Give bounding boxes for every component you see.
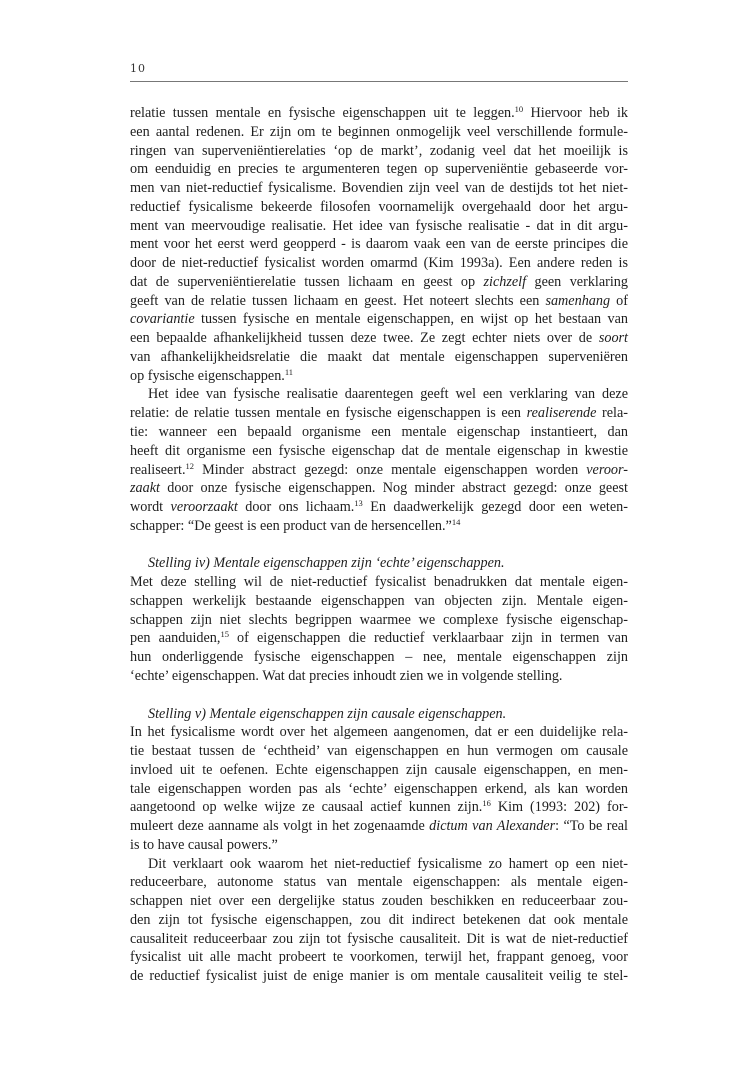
- text-run[interactable]: is to have causal powers.”: [130, 836, 278, 853]
- footnote-ref[interactable]: 12: [185, 460, 195, 471]
- text-line: [130, 761, 628, 780]
- footnote-ref[interactable]: 10: [514, 104, 524, 114]
- italic-text: dictum van Alexander: [429, 818, 556, 835]
- text-run[interactable]: tie: wanneer een bepaald organisme een mentale eigenschap instantieert, dan: [130, 424, 628, 441]
- footnote-ref[interactable]: 14: [451, 516, 461, 527]
- text-run[interactable]: door onze fysische eigenschappen. Nog minder abstract gezegd: onze geest: [159, 480, 628, 497]
- text-run[interactable]: tussen fysische en mentale eigenschappen, en wijst op het bestaan van: [194, 311, 628, 328]
- text-line: [130, 705, 628, 724]
- header-rule: [130, 81, 628, 82]
- text-run[interactable]: Het idee van fysische realisatie daarentegen geeft wel een verklaring van deze: [148, 386, 628, 403]
- text-run[interactable]: ‘echte’ eigenschappen. Wat dat precies inhoudt zien we in volgende stelling.: [130, 667, 563, 684]
- italic-text: soort: [598, 330, 628, 347]
- text-run[interactable]: Met deze stelling wil de niet-reductief fysicalist benadrukken dat mentale eigen-: [130, 574, 628, 591]
- text-run[interactable]: men van niet-reductief fysicalisme. Bovendien zijn veel van de destijds tot het niet-: [130, 180, 628, 197]
- text-run[interactable]: fysicalist uit alle macht probeert te voorkomen, terwijl het, frappant genoeg, voor: [130, 949, 628, 966]
- text-line: [130, 404, 628, 423]
- text-line: [130, 348, 628, 367]
- text-line: [130, 517, 628, 536]
- text-run[interactable]: En daadwerkelijk gezegd door een weten-: [362, 499, 628, 516]
- text-line: [130, 892, 628, 911]
- text-run[interactable]: Dit verklaart ook waarom het niet-reductief fysicalisme zo hamert op een niet-: [148, 855, 628, 872]
- text-run[interactable]: om eenduidig en precies te argumenteren tegen op superveniëntie gebaseerde vor-: [130, 161, 628, 178]
- text-run[interactable]: invloed uit te oefenen. Echte eigenschappen zijn causale eigenschappen, en men-: [130, 761, 628, 778]
- footnote-ref[interactable]: 15: [220, 629, 229, 640]
- body-text: [130, 104, 628, 986]
- text-run[interactable]: Hiervoor heb ik: [523, 105, 628, 121]
- italic-text: covariantie: [130, 311, 195, 328]
- text-run[interactable]: relatie tussen mentale en fysische eigenschappen uit te leggen.: [130, 105, 515, 121]
- italic-text: Stelling v) Mentale eigenschappen zijn causale eigenschappen.: [148, 705, 507, 722]
- text-run[interactable]: schappen niet over een dergelijke status zouden beschikken en reduceerbaar zou-: [130, 893, 628, 910]
- text-run[interactable]: schappen zijn niet slechts begrippen waarmee we complexe fysische eigenschap-: [130, 611, 628, 628]
- text-line: [130, 742, 628, 761]
- text-run[interactable]: tie bestaat tussen de ‘echtheid’ van eigenschappen en hun vermogen om causale: [130, 743, 628, 760]
- text-run[interactable]: muleert deze aanname als volgt in het zogenaamde: [130, 818, 430, 835]
- text-run[interactable]: schappen werkelijk bestaande eigenschappen van objecten zijn. Mentale eigen-: [130, 592, 628, 609]
- text-line: [130, 160, 628, 179]
- text-run[interactable]: ringen van superveniëntierelaties ‘op de markt’, zodanig veel dat het moeilijk is: [130, 142, 628, 159]
- text-line: [130, 123, 628, 142]
- text-run[interactable]: ment voor het eerst werd geopperd - is daarom vaak een van de eerste principes die: [130, 236, 628, 253]
- text-run[interactable]: rela-: [596, 405, 628, 422]
- text-line: [130, 911, 628, 930]
- text-line: [130, 292, 628, 311]
- text-run[interactable]: schapper: “De geest is een product van de hersencellen.”: [130, 517, 452, 534]
- text-line: [130, 198, 628, 217]
- text-run[interactable]: reduceerbare, autonome status van mentale eigenschappen: als mentale eigen-: [130, 874, 628, 891]
- text-line: [130, 836, 628, 855]
- text-line: [130, 179, 628, 198]
- text-run[interactable]: op fysische eigenschappen.: [130, 367, 285, 384]
- text-line: [130, 423, 628, 442]
- text-line: [130, 780, 628, 799]
- text-line: [130, 442, 628, 461]
- text-line: [130, 611, 628, 630]
- text-line: [130, 310, 628, 329]
- italic-text: samenhang: [545, 292, 611, 309]
- italic-text: Stelling iv) Mentale eigenschappen zijn ‘echte’ eigenschappen.: [148, 555, 505, 572]
- text-line: [130, 948, 628, 967]
- text-run[interactable]: een aantal redenen. Er zijn om te beginnen onmogelijk veel verschillende formule-: [130, 123, 628, 140]
- text-run[interactable]: causaliteit reduceerbaar zou zijn tot fysische causaliteit. Dit is wat de niet-reductief: [130, 930, 628, 947]
- text-line: [130, 629, 628, 648]
- text-run[interactable]: dat de superveniëntierelatie tussen lichaam en geest op: [130, 273, 484, 290]
- text-run[interactable]: door ons lichaam.: [237, 499, 355, 516]
- text-line: [130, 817, 628, 836]
- footnote-ref[interactable]: 16: [482, 798, 491, 809]
- text-run[interactable]: een bepaalde afhankelijkheid tussen deze twee. Ze zegt echter niets over de: [130, 330, 599, 347]
- text-run[interactable]: reductief fysicalisme bekeerde filosofen voornamelijk overgehaald door het argu-: [130, 198, 628, 215]
- text-run[interactable]: van afhankelijkheidsrelatie die maakt dat mentale eigenschappen superveniëren: [130, 348, 628, 365]
- text-line: [130, 592, 628, 611]
- footnote-ref[interactable]: 13: [354, 498, 363, 509]
- italic-text: veroor-: [586, 461, 628, 478]
- text-line: [130, 723, 628, 742]
- text-line: [130, 873, 628, 892]
- text-line: [130, 461, 628, 480]
- text-run[interactable]: of eigenschappen die reductief verklaarbaar zijn in termen van: [228, 630, 628, 647]
- italic-text: zaakt: [130, 480, 160, 497]
- text-line: [130, 235, 628, 254]
- text-line: [130, 367, 628, 386]
- text-run[interactable]: : “To be real: [555, 818, 628, 835]
- text-line: [130, 479, 628, 498]
- text-line: [130, 648, 628, 667]
- text-run[interactable]: de reductief fysicalist juist de enige manier is om mentale causaliteit veilig te stel-: [130, 968, 628, 985]
- blank-line: [130, 686, 628, 705]
- text-run[interactable]: tale eigenschappen worden pas als ‘echte’ eigenschappen erkend, als kan worden: [130, 780, 628, 797]
- text-run[interactable]: door de niet-reductief fysicalist worden omarmd (Kim 1993a). Een andere reden is: [130, 255, 628, 272]
- text-run[interactable]: heeft dit organisme een fysische eigenschap dat de mentale eigenschap in kwestie: [130, 442, 628, 459]
- text-run[interactable]: geeft van de relatie tussen lichaam en geest. Het noteert slechts een: [130, 292, 546, 309]
- text-line: [130, 104, 628, 123]
- text-run[interactable]: of: [610, 292, 628, 309]
- text-run[interactable]: Kim (1993: 202) for-: [490, 799, 628, 816]
- italic-text: zichzelf: [483, 273, 527, 290]
- text-line: [130, 573, 628, 592]
- text-line: [130, 554, 628, 573]
- text-run[interactable]: relatie: de relatie tussen mentale en fysische eigenschappen is een: [130, 405, 527, 422]
- italic-text: veroorzaakt: [170, 499, 238, 516]
- text-run[interactable]: In het fysicalisme wordt over het algemeen aangenomen, dat er een duidelijke rela-: [130, 724, 628, 741]
- text-line: [130, 798, 628, 817]
- text-line: [130, 667, 628, 686]
- blank-line: [130, 536, 628, 555]
- text-run[interactable]: ment van meervoudige realisatie. Het idee van fysische realisatie - dat in dit argu-: [130, 217, 628, 234]
- italic-text: realiserende: [526, 405, 597, 422]
- text-line: [130, 217, 628, 236]
- text-line: [130, 254, 628, 273]
- text-run[interactable]: hun onderliggende fysische eigenschappen – nee, mentale eigenschappen zijn: [130, 649, 628, 666]
- text-line: [130, 329, 628, 348]
- text-run[interactable]: geen verklaring: [526, 273, 628, 290]
- page-number: 10: [130, 62, 146, 75]
- text-run[interactable]: aangetoond op welke wijze ze causaal actief kunnen zijn.: [130, 799, 483, 816]
- text-line: [130, 273, 628, 292]
- text-run[interactable]: wordt: [130, 499, 171, 516]
- text-run[interactable]: Minder abstract gezegd: onze mentale eigenschappen worden: [194, 461, 587, 478]
- text-line: [130, 498, 628, 517]
- text-run[interactable]: pen aanduiden,: [130, 630, 221, 647]
- text-run[interactable]: realiseert.: [130, 461, 186, 478]
- text-line: [130, 967, 628, 986]
- text-line: [130, 930, 628, 949]
- text-line: [130, 142, 628, 161]
- text-line: [130, 855, 628, 874]
- footnote-ref[interactable]: 11: [284, 366, 294, 377]
- text-line: [130, 385, 628, 404]
- text-run[interactable]: den zijn tot fysische eigenschappen, zou dit indirect betekenen dat ook mentale: [130, 911, 628, 928]
